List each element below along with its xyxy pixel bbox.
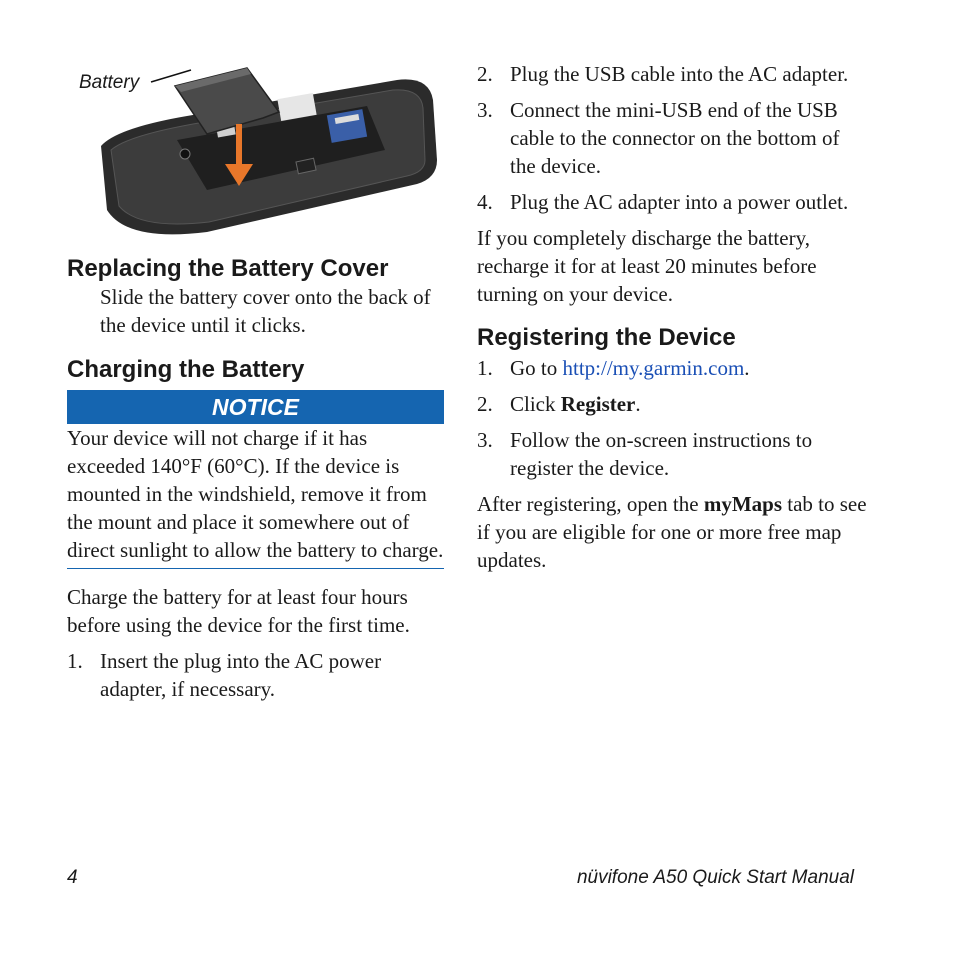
list-item	[477, 188, 867, 216]
step-number: 2.	[477, 62, 493, 86]
charging-intro: Charge the battery for at least four hours before using the device for the first time.	[67, 585, 410, 637]
after-suffix: tab to see if you are eligible for one or more free map updates.	[477, 492, 867, 572]
registering-steps	[477, 354, 867, 482]
left-column	[67, 60, 444, 703]
list-item	[477, 96, 867, 180]
step-text: Connect the mini-USB end of the USB cable to the connector on the bottom of the device.	[510, 98, 840, 178]
list-item	[67, 647, 444, 703]
step-prefix: Go to	[510, 356, 563, 380]
step-prefix: Click	[510, 392, 561, 416]
notice-banner: NOTICE	[67, 390, 444, 424]
step-text: Insert the plug into the AC power adapter, if necessary.	[100, 649, 382, 701]
notice-text: Your device will not charge if it has exceeded 140°F (60°C). If the device is mounted in the windshield, remove it from the mount and place it somewhere out of direct sunlight to allow the battery to charge.	[67, 426, 444, 562]
step-suffix: .	[635, 392, 641, 416]
notice-box	[67, 424, 444, 569]
step-number: 4.	[477, 190, 493, 214]
charging-heading: Charging the Battery	[67, 356, 305, 383]
step-number: 2.	[477, 392, 493, 416]
list-item	[477, 60, 867, 88]
charging-steps-left	[67, 647, 444, 703]
battery-illustration	[67, 60, 444, 240]
step-number: 3.	[477, 98, 493, 122]
right-column	[477, 60, 867, 574]
list-item	[477, 390, 867, 418]
list-item	[477, 426, 867, 482]
mymaps-term: myMaps	[703, 492, 783, 516]
after-prefix: After registering, open the	[477, 492, 704, 516]
step-number: 1.	[477, 356, 493, 380]
garmin-link[interactable]: http://my.garmin.com	[562, 356, 745, 380]
step-text: Follow the on-screen instructions to register the device.	[510, 428, 813, 480]
charging-steps-right	[477, 60, 867, 216]
discharge-note: If you completely discharge the battery, recharge it for at least 20 minutes before turning on your device.	[477, 226, 817, 306]
page-number: 4	[67, 867, 78, 888]
after-registering-text	[477, 490, 867, 574]
step-number: 3.	[477, 428, 493, 452]
list-item	[477, 354, 867, 382]
step-suffix: .	[744, 356, 750, 380]
battery-callout-label: Battery	[79, 72, 140, 93]
registering-heading: Registering the Device	[477, 324, 736, 351]
manual-title: nüvifone A50 Quick Start Manual	[576, 867, 854, 888]
step-text: Plug the USB cable into the AC adapter.	[510, 62, 849, 86]
step-number: 1.	[67, 649, 83, 673]
register-term: Register	[560, 392, 636, 416]
replacing-heading: Replacing the Battery Cover	[67, 255, 389, 282]
step-text: Plug the AC adapter into a power outlet.	[510, 190, 849, 214]
replacing-text: Slide the battery cover onto the back of the device until it clicks.	[100, 285, 431, 337]
